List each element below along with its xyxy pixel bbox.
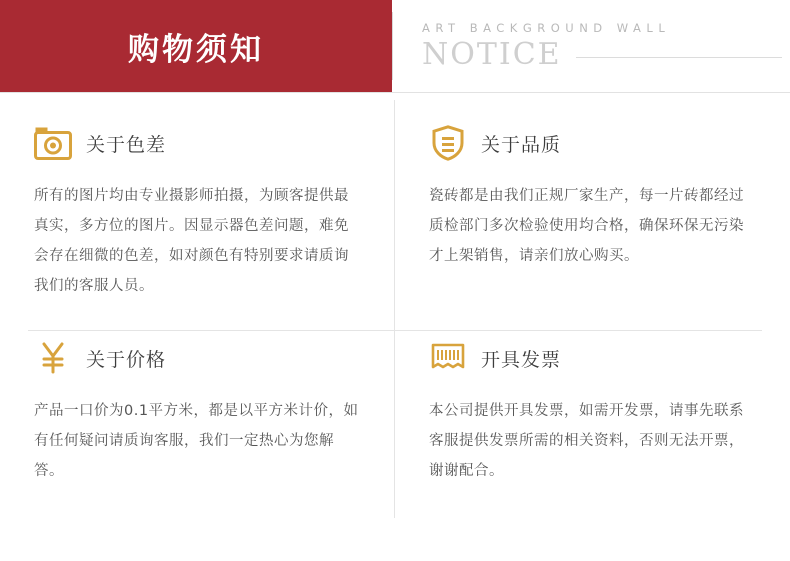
notice-section-title: 关于色差 [86, 133, 167, 156]
yuan-price-icon [34, 339, 72, 377]
notice-section-body: 所有的图片均由专业摄影师拍摄，为顾客提供最真实，多方位的图片。因显示器色差问题，难免会存在细微的色差，如对颜色有特别要求请质询我们的客服人员。 [34, 188, 349, 294]
page-header [0, 0, 790, 92]
header-subtitle-row [422, 37, 790, 72]
notice-section-quality [395, 93, 790, 308]
page-title: 购物须知 [128, 31, 264, 68]
notice-section-title: 关于品质 [481, 133, 562, 156]
grid-horizontal-divider [28, 330, 762, 331]
notice-section-color [0, 93, 395, 308]
header-subtitle: NOTICE [422, 36, 562, 72]
notice-grid [0, 92, 790, 523]
invoice-icon [429, 339, 467, 377]
notice-section-header [34, 121, 361, 165]
header-eyebrow: ART BACKGROUND WALL [422, 20, 671, 35]
notice-section-body: 本公司提供开具发票，如需开发票，请事先联系客服提供发票所需的相关资料，否则无法开票，谢谢配合。 [429, 403, 744, 479]
camera-icon [34, 124, 72, 162]
notice-section-body: 产品一口价为0.1平方米，都是以平方米计价，如有任何疑问请质询客服，我们一定热心为您解答。 [34, 403, 359, 479]
notice-section-invoice [395, 308, 790, 523]
header-title-banner [0, 0, 392, 92]
notice-section-header [429, 121, 756, 165]
notice-section-header [34, 336, 361, 380]
grid-vertical-divider [394, 100, 395, 518]
header-divider-line [576, 57, 782, 58]
notice-section-title: 开具发票 [481, 348, 562, 371]
notice-section-price [0, 308, 395, 523]
notice-section-header [429, 336, 756, 380]
notice-section-body: 瓷砖都是由我们正规厂家生产，每一片砖都经过质检部门多次检验使用均合格，确保环保无污染才上架销售，请亲们放心购买。 [429, 188, 744, 264]
notice-section-title: 关于价格 [86, 348, 167, 371]
header-subtitle-block [392, 0, 790, 92]
shield-quality-icon [429, 124, 467, 162]
